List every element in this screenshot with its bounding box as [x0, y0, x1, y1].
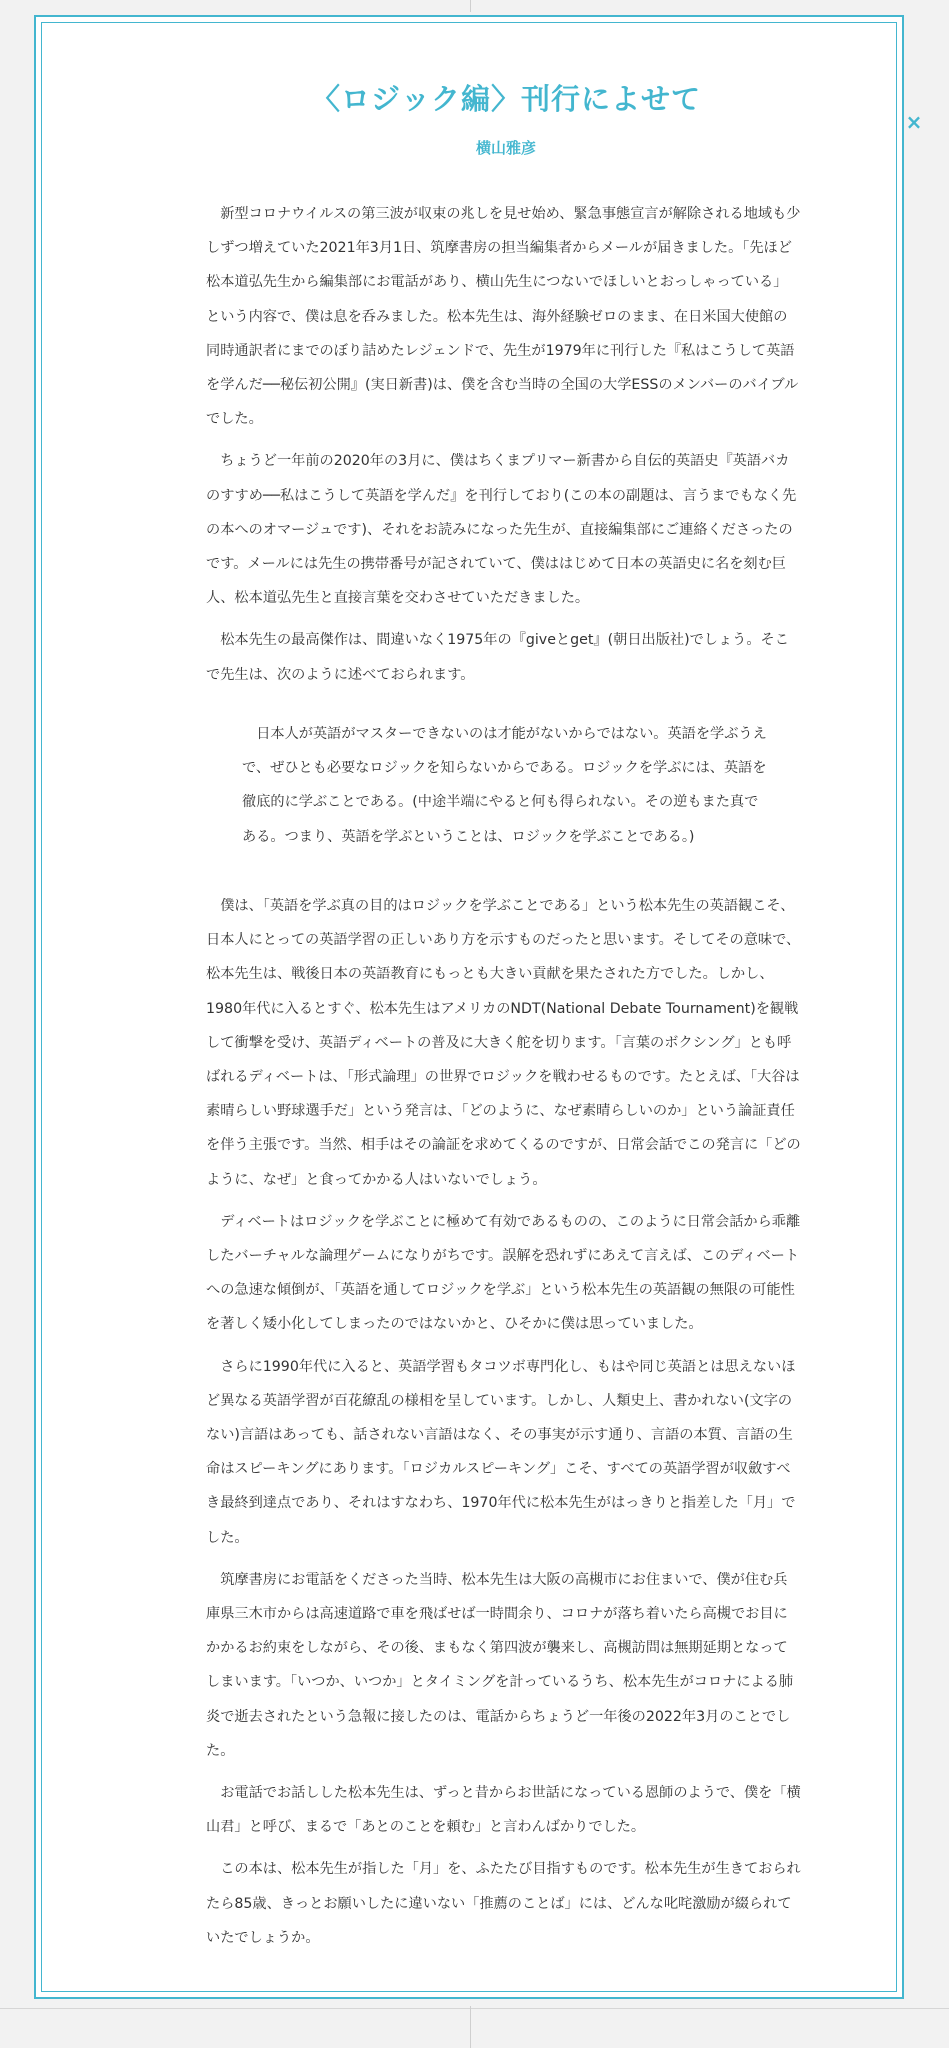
quote-text: 日本人が英語がマスターできないのは才能がないからではない。英語を学ぶうえで、ぜひとも必要なロジックを知らないからである。ロジックを学ぶには、英語を徹底的に学ぶことである。(中途半端にやると何も得られない。その逆もまた真である。つまり、英語を学ぶということは、ロジックを学ぶことである。) — [242, 726, 767, 845]
close-icon[interactable]: × — [905, 110, 923, 134]
paragraph: 筑摩書房にお電話をくださった当時、松本先生は大阪の高槻市にお住まいで、僕が住む兵庫県三木市からは高速道路で車を飛ばせば一時間余り、コロナが落ち着いたら高槻でお目にかかるお約束をしながら、その後、まもなく第四波が襲来し、高槻訪問は無期延期となってしまいます。「いつか、いつか」とタイミングを計っているうち、松本先生がコロナによる肺炎で逝去されたという急報に接したのは、電話からちょうど一年後の2022年3月のことでした。 — [206, 1571, 794, 1759]
block-quote — [242, 717, 767, 854]
paragraph: さらに1990年代に入ると、英語学習もタコツボ専門化し、もはや同じ英語とは思えないほど異なる英語学習が百花繚乱の様相を呈しています。しかし、人類史上、書かれない(文字のない)言語はあっても、話されない言語はなく、その事実が示す通り、言語の本質、言語の生命はスピーキングにあります。「ロジカルスピーキング」こそ、すべての英語学習が収斂すべき最終到達点であり、それはすなわち、1970年代に松本先生がはっきりと指差した「月」でした。 — [206, 1358, 796, 1546]
paragraph: この本は、松本先生が指した「月」を、ふたたび目指すものです。松本先生が生きておられたら85歳、きっとお願いしたに違いない「推薦のことば」には、どんな叱咤激励が綴られていたでしょうか。 — [206, 1861, 801, 1946]
article-title: 〈ロジック編〉刊行によせて — [310, 82, 701, 116]
article-body-after-quote — [206, 889, 801, 1963]
paragraph: ちょうど一年前の2020年の3月に、僕はちくまプリマー新書から自伝的英語史『英語バカのすすめ──私はこうして英語を学んだ』を刊行しており(この本の副題は、言うまでもなく先の本へのオマージュです)、それをお読みになった先生が、直接編集部にご連絡くださったのです。メールには先生の携帯番号が記されていて、僕ははじめて日本の英語史に名を刻む巨人、松本道弘先生と直接言葉を交わさせていただきました。 — [206, 453, 797, 607]
bottom-center-guide — [470, 2006, 471, 2048]
paragraph: ディベートはロジックを学ぶことに極めて有効であるものの、このように日常会話から乖離したバーチャルな論理ゲームになりがちです。誤解を恐れずにあえて言えば、このディベートへの急速な傾倒が、「英語を通してロジックを学ぶ」という松本先生の英語観の無限の可能性を著しく矮小化してしまったのではないかと、ひそかに僕は思っていました。 — [206, 1213, 801, 1333]
paragraph: 新型コロナウイルスの第三波が収束の兆しを見せ始め、緊急事態宣言が解除される地域も少しずつ増えていた2021年3月1日、筑摩書房の担当編集者からメールが届きました。「先ほど松本道弘先生から編集部にお電話があり、横山先生につないでほしいとおっしゃっている」という内容で、僕は息を呑みました。松本先生は、海外経験ゼロのまま、在日米国大使館の同時通訳者にまでのぼり詰めたレジェンドで、先生が1979年に刊行した『私はこうして英語を学んだ──秘伝初公開』(実日新書)は、僕を含む当時の全国の大学ESSのメンバーのバイブルでした。 — [206, 206, 801, 428]
paragraph: お電話でお話しした松本先生は、ずっと昔からお世話になっている恩師のようで、僕を「横山君」と呼び、まるで「あとのことを頼む」と言わんばかりでした。 — [206, 1785, 801, 1836]
article-modal — [34, 15, 923, 1999]
article-body-before-quote — [206, 197, 801, 700]
top-center-guide — [470, 0, 471, 12]
paragraph: 僕は、「英語を学ぶ真の目的はロジックを学ぶことである」という松本先生の英語観こそ、日本人にとっての英語学習の正しいあり方を示すものだったと思います。そしてその意味で、松本先生は、戦後日本の英語教育にもっとも大きい貢献を果たされた方でした。しかし、1980年代に入るとすぐ、松本先生はアメリカのNDT(National Debate Tournament)を観戦して衝撃を受け、英語ディベートの普及に大きく舵を切ります。「言葉のボクシング」とも呼ばれるディベートは、「形式論理」の世界でロジックを戦わせるものです。たとえば、「大谷は素晴らしい野球選手だ」という発言は、「どのように、なぜ素晴らしいのか」という論証責任を伴う主張です。当然、相手はその論証を求めてくるのですが、日常会話でこの発言に「どのように、なぜ」と食ってかかる人はいないでしょう。 — [206, 898, 801, 1188]
bottom-divider — [0, 2008, 949, 2009]
article-author: 横山雅彦 — [475, 139, 536, 157]
paragraph: 松本先生の最高傑作は、間違いなく1975年の『giveとget』(朝日出版社)でしょう。そこで先生は、次のように述べておられます。 — [206, 632, 789, 683]
